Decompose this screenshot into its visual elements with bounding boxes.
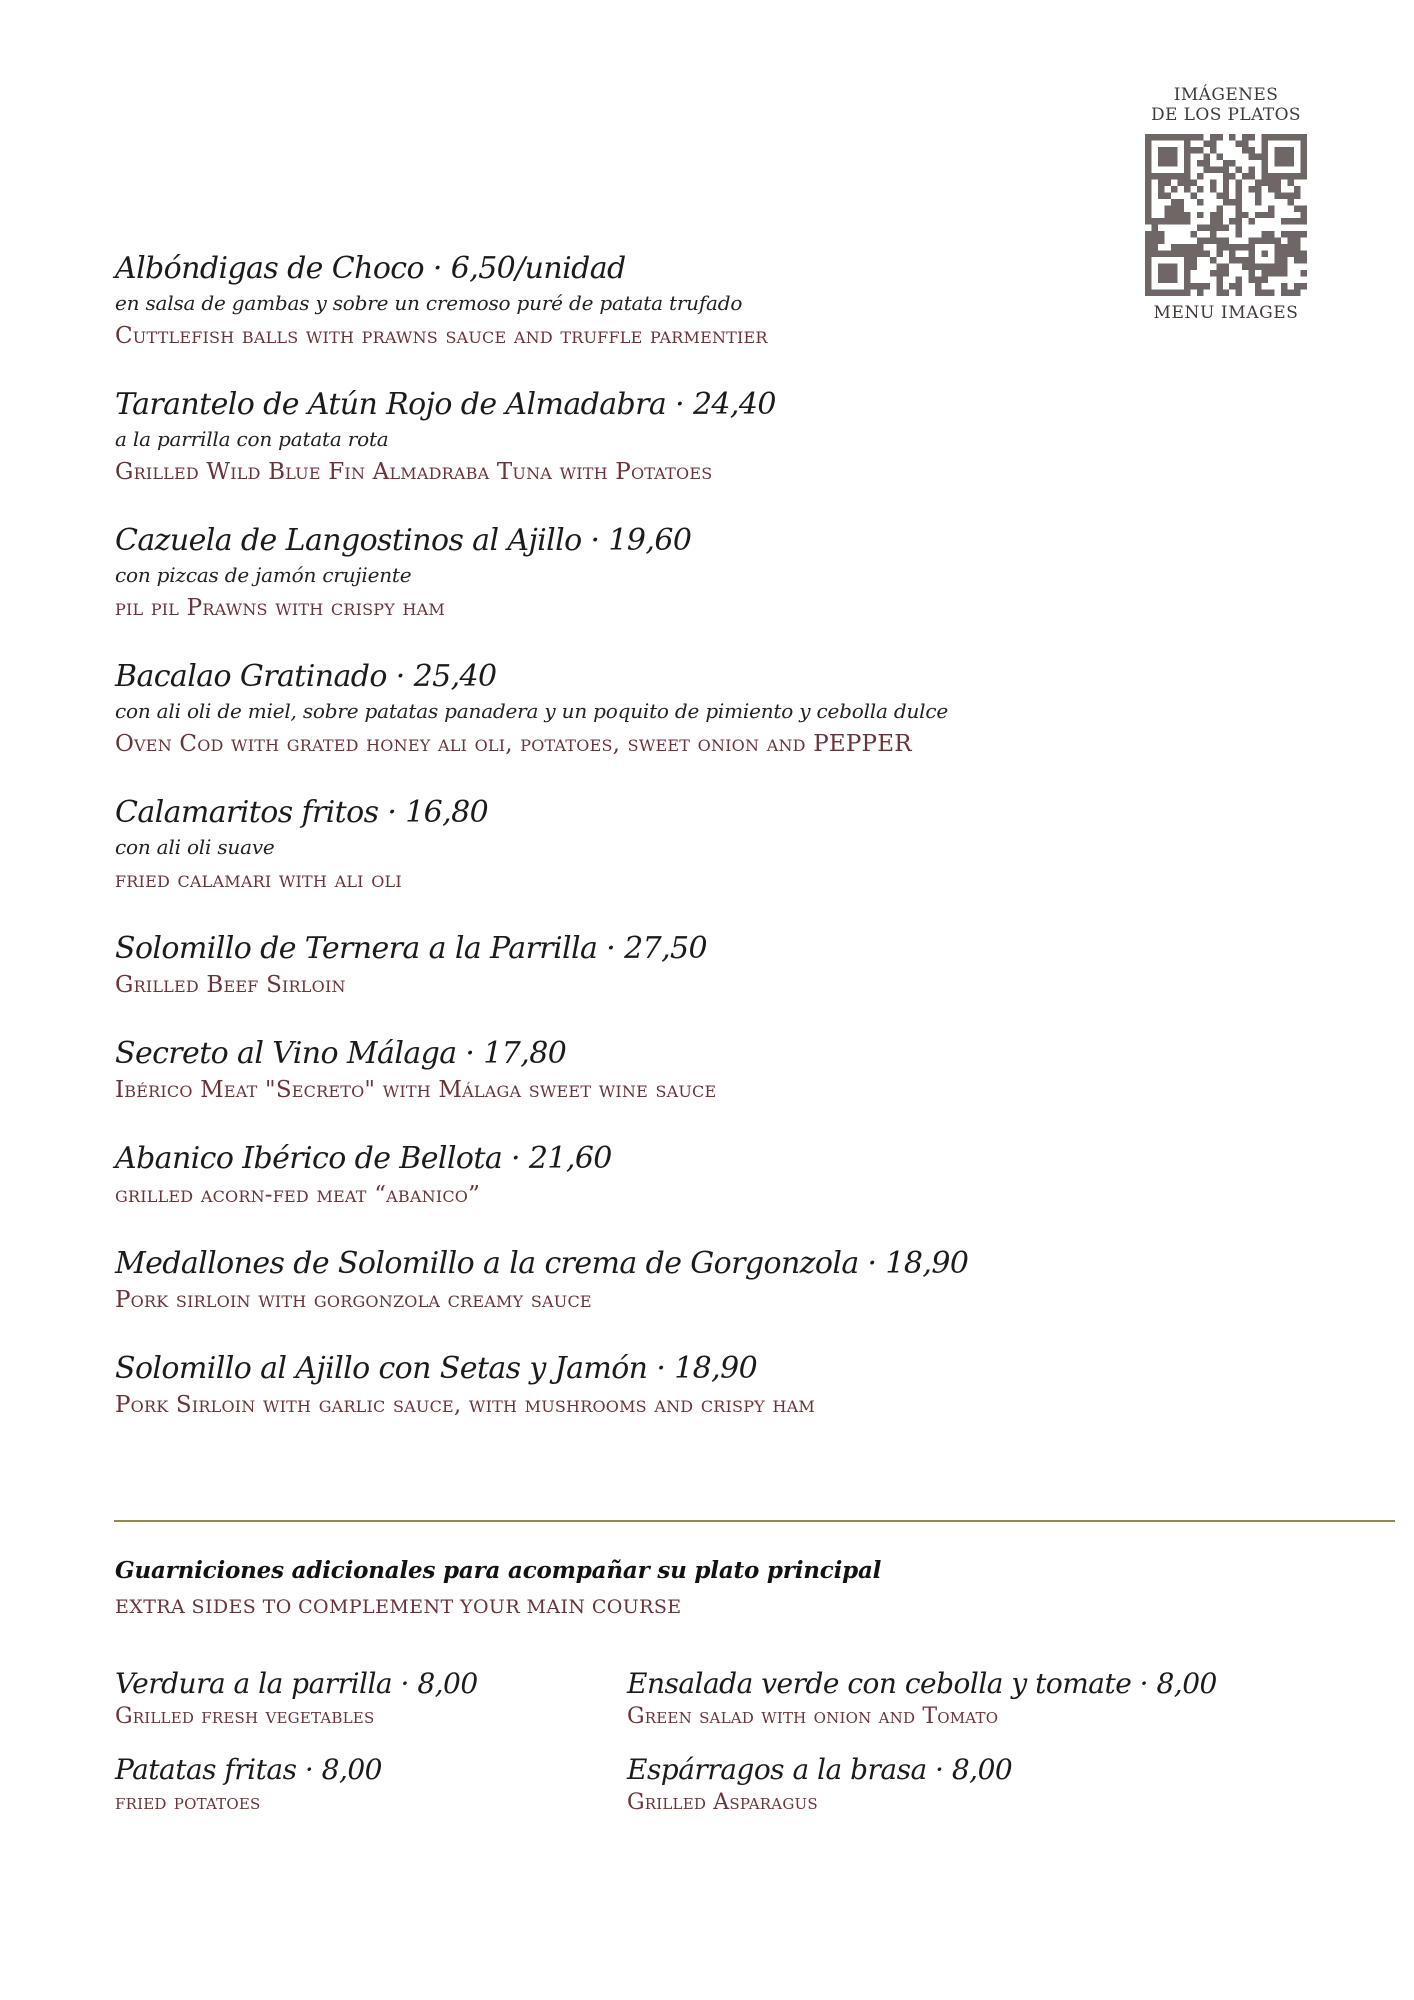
qr-label-top-line2: DE LOS PLATOS xyxy=(1151,104,1301,125)
menu-item xyxy=(115,658,1125,761)
dish-description-es: a la parrilla con patata rota xyxy=(115,427,389,451)
menu-item xyxy=(115,1245,1125,1317)
menu-item xyxy=(115,522,1125,625)
dish-title: Medallones de Solomillo a la crema de Gorgonzola · 18,90 xyxy=(115,1246,969,1281)
dish-title: Bacalao Gratinado · 25,40 xyxy=(115,659,497,694)
section-divider xyxy=(114,1520,1395,1522)
dish-title: Solomillo al Ajillo con Setas y Jamón · 18,90 xyxy=(115,1351,758,1386)
qr-label-bottom: MENU IMAGES xyxy=(1153,303,1299,324)
dish-description-en: fried calamari with ali oli xyxy=(115,867,402,893)
dish-description-en: Cuttlefish balls with prawns sauce and truffle parmentier xyxy=(115,323,768,349)
dish-title: Solomillo de Ternera a la Parrilla · 27,50 xyxy=(115,931,708,966)
side-description-en: fried potatoes xyxy=(115,1790,261,1815)
side-item xyxy=(627,1752,1360,1818)
dish-description-es: en salsa de gambas y sobre un cremoso puré de patata trufado xyxy=(115,291,743,315)
dish-title: Tarantelo de Atún Rojo de Almadabra · 24,40 xyxy=(115,387,776,422)
dish-title: Calamaritos fritos · 16,80 xyxy=(115,795,489,830)
sides-grid xyxy=(115,1666,1360,1838)
dish-description-en: pil pil Prawns with crispy ham xyxy=(115,595,445,621)
sides-heading-es: Guarniciones adicionales para acompañar su plato principal xyxy=(115,1557,882,1584)
dish-description-en: Oven Cod with grated honey ali oli, potatoes, sweet onion and PEPPER xyxy=(115,731,912,757)
qr-label-top xyxy=(1140,86,1312,125)
menu-item xyxy=(115,1035,1125,1107)
side-description-en: Grilled fresh vegetables xyxy=(115,1704,375,1729)
dish-description-es: con ali oli suave xyxy=(115,835,275,859)
menu-item-list xyxy=(115,250,1125,1455)
dish-description-en: Ibérico Meat "Secreto" with Málaga sweet wine sauce xyxy=(115,1077,717,1103)
side-item xyxy=(627,1666,1360,1732)
dish-title: Secreto al Vino Málaga · 17,80 xyxy=(115,1036,567,1071)
side-item xyxy=(115,1666,627,1732)
dish-description-es: con pizcas de jamón crujiente xyxy=(115,563,412,587)
menu-item xyxy=(115,930,1125,1002)
side-item xyxy=(115,1752,627,1818)
dish-title: Albóndigas de Choco · 6,50/unidad xyxy=(115,251,626,286)
menu-item xyxy=(115,794,1125,897)
dish-description-en: Grilled Beef Sirloin xyxy=(115,972,346,998)
dish-description-en: Pork Sirloin with garlic sauce, with mushrooms and crispy ham xyxy=(115,1392,815,1418)
menu-item xyxy=(115,1140,1125,1212)
qr-block xyxy=(1140,86,1312,323)
side-title: Verdura a la parrilla · 8,00 xyxy=(115,1667,478,1700)
dish-description-es: con ali oli de miel, sobre patatas panadera y un poquito de pimiento y cebolla dulce xyxy=(115,699,948,723)
sides-column-right xyxy=(627,1666,1360,1838)
menu-item xyxy=(115,1350,1125,1422)
menu-item xyxy=(115,250,1125,353)
dish-description-en: grilled acorn-fed meat “abanico” xyxy=(115,1182,481,1208)
menu-item xyxy=(115,386,1125,489)
qr-code-icon xyxy=(1145,134,1307,296)
side-title: Ensalada verde con cebolla y tomate · 8,00 xyxy=(627,1667,1217,1700)
dish-description-en: Grilled Wild Blue Fin Almadraba Tuna with Potatoes xyxy=(115,459,713,485)
sides-column-left xyxy=(115,1666,627,1838)
side-description-en: Grilled Asparagus xyxy=(627,1790,818,1815)
dish-description-en: Pork sirloin with gorgonzola creamy sauce xyxy=(115,1287,592,1313)
dish-title: Abanico Ibérico de Bellota · 21,60 xyxy=(115,1141,612,1176)
dish-title: Cazuela de Langostinos al Ajillo · 19,60 xyxy=(115,523,692,558)
side-title: Patatas fritas · 8,00 xyxy=(115,1753,382,1786)
sides-heading-en: EXTRA SIDES TO COMPLEMENT YOUR MAIN COURSE xyxy=(115,1596,682,1618)
side-title: Espárragos a la brasa · 8,00 xyxy=(627,1753,1013,1786)
sides-section xyxy=(115,1556,1360,1838)
qr-label-top-line1: IMÁGENES xyxy=(1173,85,1279,105)
side-description-en: Green salad with onion and Tomato xyxy=(627,1704,999,1729)
